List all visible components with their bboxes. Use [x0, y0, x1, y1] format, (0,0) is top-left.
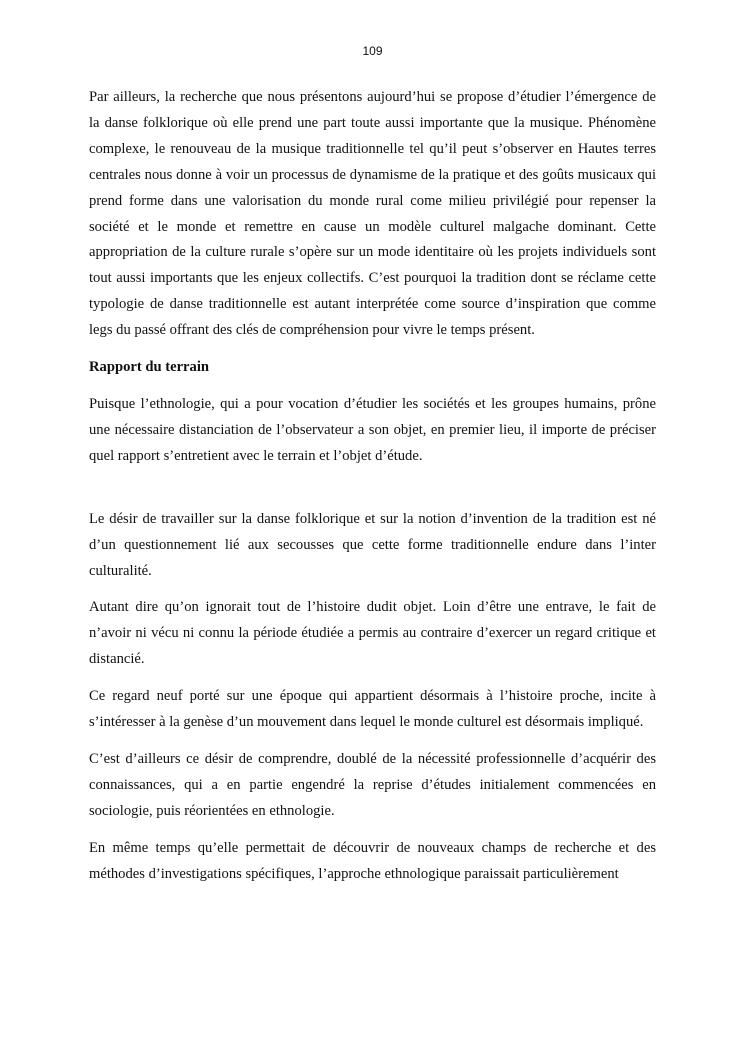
page-number: 109	[362, 44, 383, 58]
section-heading: Rapport du terrain	[89, 359, 209, 376]
paragraph-understanding: C’est d’ailleurs ce désir de comprendre, doublé de la nécessité professionnelle d’acquérir des connaissances, qui a en partie engendré la reprise d’études initialement commencées en sociologie, puis réorientées en ethnologie.	[89, 750, 656, 819]
paragraph-approach: En même temps qu’elle permettait de découvrir de nouveaux champs de recherche et des méthodes d’investigations spécifiques, l’approche ethnologique paraissait particulièrement	[89, 839, 656, 882]
paragraph-desire: Le désir de travailler sur la danse folklorique et sur la notion d’invention de la tradition est né d’un questionnement lié aux secousses que cette forme traditionnelle endure dans l’inter culturalité.	[89, 510, 656, 579]
paragraph-ethnology: Puisque l’ethnologie, qui a pour vocation d’étudier les sociétés et les groupes humains, prône une nécessaire distanciation de l’observateur a son objet, en premier lieu, il importe de préciser quel rapport s’entretient avec le terrain et l’objet d’étude.	[89, 395, 656, 464]
paragraph-intro: Par ailleurs, la recherche que nous présentons aujourd’hui se propose d’étudier l’émergence de la danse folklorique où elle prend une part toute aussi importante que la musique. Phénomène complexe, le renouveau de la musique traditionnelle tel qu’il peut s’observer en Hautes terres centrales nous donne à voir un processus de dynamisme de la pratique et des goûts musicaux qui prend forme dans une valorisation du monde rural come milieu privilégié pour repenser la société et le monde et remettre en cause un modèle culturel malgache dominant. Cette appropriation de la culture rurale s’opère sur un mode identitaire où les projets individuels sont tout aussi importants que les enjeux collectifs. C’est pourquoi la tradition dont se réclame cette typologie de danse traditionnelle est autant interprétée come source d’inspiration que comme legs du passé offrant des clés de compréhension pour vivre le temps présent.	[89, 89, 656, 339]
paragraph-new-look: Ce regard neuf porté sur une époque qui appartient désormais à l’histoire proche, incite à s’intéresser à la genèse d’un mouvement dans lequel le monde culturel est désormais impliqué.	[89, 688, 656, 731]
paragraph-history: Autant dire qu’on ignorait tout de l’histoire dudit objet. Loin d’être une entrave, le fait de n’avoir ni vécu ni connu la période étudiée a permis au contraire d’exercer un regard critique et distancié.	[89, 599, 656, 668]
document-body	[89, 85, 656, 887]
